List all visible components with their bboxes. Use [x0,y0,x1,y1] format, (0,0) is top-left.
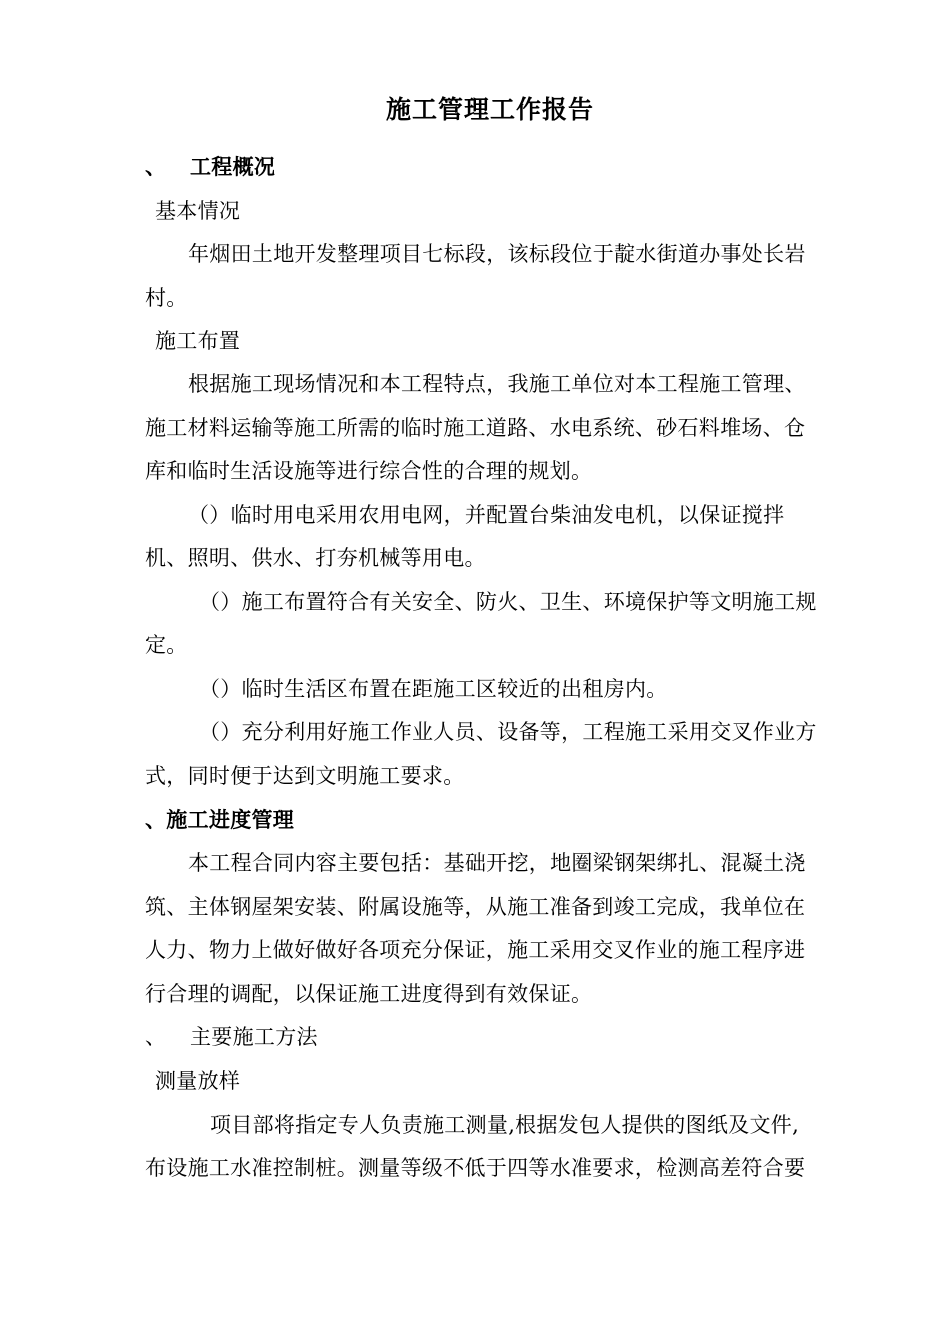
section-3-heading [145,1022,318,1052]
subheading-survey-layout: 测量放样 [155,1069,241,1093]
subheading-basic-info: 基本情况 [155,199,241,223]
section-3-mark: 、 [145,1025,167,1049]
list-item-line: （）临时用电采用农用电网，并配置台柴油发电机，以保证搅拌 [188,503,785,527]
section-1-heading-text: 工程概况 [190,154,276,179]
paragraph-line: 施工材料运输等施工所需的临时施工道路、水电系统、砂石料堆场、仓 [145,416,806,440]
paragraph-line: 筑、主体钢屋架安装、附属设施等，从施工准备到竣工完成，我单位在 [145,895,806,919]
list-item-line: （）临时生活区布置在距施工区较近的出租房内。 [199,677,668,701]
list-item-line: 定。 [145,633,188,657]
paragraph-line: 布设施工水准控制桩。测量等级不低于四等水准要求，检测高差符合要 [145,1156,806,1180]
subheading-construction-layout: 施工布置 [155,329,241,353]
section-3-heading-text: 主要施工方法 [190,1025,318,1049]
list-item-line: 式，同时便于达到文明施工要求。 [145,764,465,788]
section-1-mark: 、 [145,154,167,179]
paragraph-line: 根据施工现场情况和本工程特点，我施工单位对本工程施工管理、 [188,372,806,396]
list-item-line: 机、照明、供水、打夯机械等用电。 [145,546,486,570]
section-2-heading: 、施工进度管理 [145,807,295,832]
section-1-heading [145,152,275,182]
paragraph-line: 本工程合同内容主要包括：基础开挖，地圈梁钢架绑扎、混凝土浇 [188,851,806,875]
paragraph-line: 人力、物力上做好做好各项充分保证，施工采用交叉作业的施工程序进 [145,938,806,962]
paragraph-line: 年烟田土地开发整理项目七标段，该标段位于靛水街道办事处长岩 [188,242,806,266]
list-item-line: （）充分利用好施工作业人员、设备等，工程施工采用交叉作业方 [199,720,817,744]
document-title: 施工管理工作报告 [385,95,594,124]
paragraph-line: 项目部将指定专人负责施工测量,根据发包人提供的图纸及文件, [210,1113,800,1137]
paragraph-line: 库和临时生活设施等进行综合性的合理的规划。 [145,459,593,483]
list-item-line: （）施工布置符合有关安全、防火、卫生、环境保护等文明施工规 [199,590,817,614]
paragraph-line: 行合理的调配，以保证施工进度得到有效保证。 [145,982,593,1006]
paragraph-line: 村。 [145,286,188,310]
